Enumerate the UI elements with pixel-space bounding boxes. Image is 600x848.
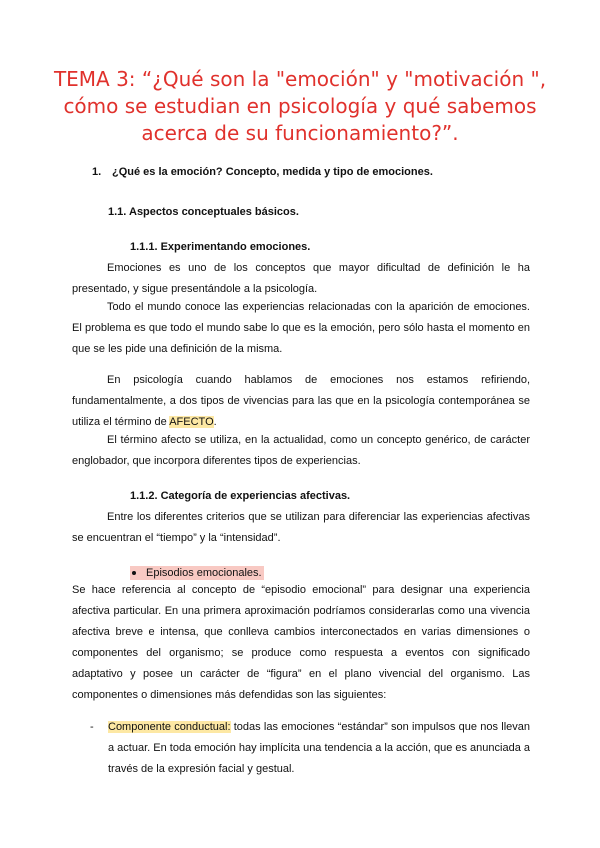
bullet-text: Episodios emocionales. [146, 567, 262, 579]
section-1-1-1-heading: 1.1.1. Experimentando emociones. [130, 241, 311, 253]
paragraph-emotions-definition-text: Emociones es uno de los conceptos que mayor dificultad de definición le ha presentado, y sigue presentándole a la psicología. [72, 262, 530, 295]
list-dash: - [90, 721, 94, 733]
highlight-afecto: AFECTO [169, 416, 214, 428]
paragraph-emotional-episode: Se hace referencia al concepto de “episodio emocional” para designar una experiencia afectiva particular. En una primera aproximación podríamos considerarlas como una vivencia afectiva breve e intensa, que conlleva cambios interconectados en varias dimensiones o componentes del organismo; se produce como respuesta a eventos con significado adaptativo y posee un carácter de “figura” en el plano vivencial del organismo. Las componentes o dimensiones más defendidas son las siguientes: [72, 584, 530, 701]
paragraph-affect-term-end: . [213, 416, 217, 428]
list-item-behavioral-text: todas las emociones “estándar” son impulsos que nos llevan a actuar. En toda emoción hay implícita una tendencia a la acción, que es anunciada a través de la expresión facial y gestual. [108, 721, 530, 775]
bullet-emotional-episodes [130, 565, 264, 581]
paragraph-affect-generic-text: El término afecto se utiliza, en la actualidad, como un concepto genérico, de carácter englobador, que incorpora diferentes tipos de experiencias. [72, 434, 530, 467]
section-1-heading [92, 166, 552, 178]
paragraph-affect-term [72, 370, 530, 433]
section-1-1-heading: 1.1. Aspectos conceptuales básicos. [108, 206, 299, 218]
paragraph-affect-generic [72, 430, 530, 472]
highlight-behavioral-component: Componente conductual: [108, 721, 231, 733]
paragraph-everyone-knows [72, 297, 530, 360]
section-1-heading-text: ¿Qué es la emoción? Concepto, medida y tipo de emociones. [112, 166, 433, 178]
list-item-behavioral-component [108, 717, 530, 780]
section-1-number: 1. [92, 166, 102, 178]
bullet-highlight [130, 566, 264, 580]
document-title: TEMA 3: “¿Qué son la "emoción" y "motivación ", cómo se estudian en psicología y qué sabemos acerca de su funcionamiento?”. [53, 67, 547, 145]
paragraph-affect-term-text: En psicología cuando hablamos de emociones nos estamos refiriendo, fundamentalmente, a dos tipos de vivencias para las que en la psicología contemporánea se utiliza el término de [72, 374, 530, 428]
bullet-dot-icon [132, 571, 136, 575]
paragraph-criteria-text: Entre los diferentes criterios que se utilizan para diferenciar las experiencias afectivas se encuentran el “tiempo” y la “intensidad”. [72, 511, 530, 544]
paragraph-emotions-definition [72, 258, 530, 300]
paragraph-everyone-knows-text: Todo el mundo conoce las experiencias relacionadas con la aparición de emociones. El problema es que todo el mundo sabe lo que es la emoción, pero sólo hasta el momento en que se les pide una definición de la misma. [72, 301, 530, 355]
paragraph-criteria [72, 507, 530, 549]
section-1-1-2-heading: 1.1.2. Categoría de experiencias afectivas. [130, 490, 351, 502]
